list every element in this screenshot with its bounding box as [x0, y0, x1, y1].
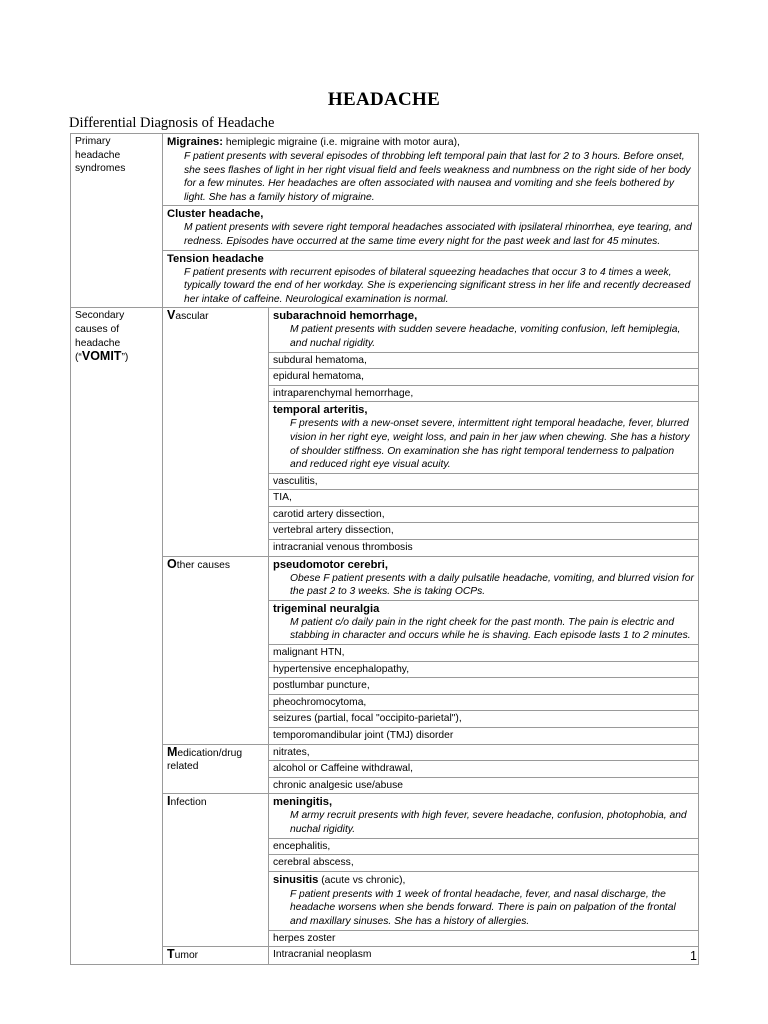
- list-item: malignant HTN,: [269, 645, 699, 662]
- table-row: [71, 134, 699, 206]
- trigeminal-cell: [269, 600, 699, 644]
- list-item: nitrates,: [269, 744, 699, 761]
- table-row: [71, 250, 699, 308]
- list-item: hypertensive encephalopathy,: [269, 661, 699, 678]
- other-causes-category: Other causes: [163, 556, 269, 744]
- list-item: encephalitis,: [269, 838, 699, 855]
- sah-cell: [269, 308, 699, 352]
- trigeminal-case: M patient c/o daily pain in the right cheek for the past month. The pain is electric and stabbing in character and occurs while he is shaving. Each episode lasts 1 to 2 minutes.: [290, 616, 691, 642]
- primary-label-cell: [71, 134, 163, 308]
- tumor-category: Tumor: [163, 947, 269, 965]
- meningitis-case: M army recruit presents with high fever, severe headache, confusion, photophobia, and nuchal rigidity.: [290, 810, 687, 835]
- migraines-detail: hemiplegic migraine (i.e. migraine with motor aura),: [222, 137, 460, 148]
- medication-category: Medication/drug related: [163, 744, 269, 794]
- list-item: epidural hematoma,: [269, 369, 699, 386]
- differential-diagnosis-table: [70, 133, 699, 965]
- table-row: [71, 556, 699, 600]
- list-item: TIA,: [269, 490, 699, 507]
- sinusitis-cell: [269, 871, 699, 930]
- sinusitis-heading: sinusitis: [273, 873, 319, 886]
- sah-heading: subarachnoid hemorrhage,: [273, 310, 418, 323]
- temporal-arteritis-heading: temporal arteritis,: [273, 404, 368, 417]
- table-row: [71, 794, 699, 838]
- meningitis-cell: [269, 794, 699, 838]
- list-item: alcohol or Caffeine withdrawal,: [269, 761, 699, 778]
- meningitis-heading: meningitis,: [273, 796, 333, 809]
- migraines-heading: Migraines:: [167, 136, 223, 148]
- tension-case: F patient presents with recurrent episodes of bilateral squeezing headaches that occur 3 to 4 times a week, typically toward the end of her workday. She is experiencing significant stress in her life and recently decreased her intake of caffeine. Neurological examination is normal.: [184, 266, 691, 305]
- list-item: postlumbar puncture,: [269, 678, 699, 695]
- infection-category: Infection: [163, 794, 269, 947]
- temporal-arteritis-case: F presents with a new-onset severe, intermittent right temporal headache, fever, blurred vision in her right eye, weight loss, and pain in her jaw when chewing. She has a history of shoulder stiffness. On examination she has right temporal tenderness to palpation and reduced right eye visual acuity.: [290, 418, 690, 471]
- cluster-case: M patient presents with severe right temporal headaches associated with ipsilateral rhinorrhea, eye tearing, and redness. Episodes have occurred at the same time every night for the past week and last for 45 minutes.: [184, 222, 692, 247]
- table-row: [71, 947, 699, 965]
- list-item: pheochromocytoma,: [269, 694, 699, 711]
- vomit-acronym: VOMIT: [81, 349, 122, 364]
- list-item: vasculitis,: [269, 473, 699, 490]
- pseudotumor-heading: pseudomotor cerebri,: [273, 558, 389, 571]
- list-item: subdural hematoma,: [269, 352, 699, 369]
- migraines-cell: [163, 134, 699, 206]
- section-heading: Differential Diagnosis of Headache: [69, 115, 275, 131]
- trigeminal-heading: trigeminal neuralgia: [273, 602, 380, 615]
- page-number: 1: [690, 949, 697, 963]
- list-item: vertebral artery dissection,: [269, 523, 699, 540]
- list-item: Intracranial neoplasm: [269, 947, 699, 965]
- vascular-category: Vascular: [163, 308, 269, 556]
- list-item: herpes zoster: [269, 930, 699, 947]
- sah-case: M patient presents with sudden severe headache, vomiting confusion, left hemiplegia, and nuchal rigidity.: [290, 324, 681, 349]
- tension-heading: Tension headache: [167, 252, 264, 265]
- sinusitis-case: F patient presents with 1 week of frontal headache, fever, and nasal discharge, the headache worsens when she bends forward. There is pain on palpation of the frontal and maxillary sinuses. She has a history of allergies.: [290, 888, 676, 927]
- list-item: temporomandibular joint (TMJ) disorder: [269, 728, 699, 745]
- list-item: intracranial venous thrombosis: [269, 540, 699, 557]
- temporal-arteritis-cell: [269, 402, 699, 473]
- list-item: chronic analgesic use/abuse: [269, 777, 699, 794]
- secondary-label-cell: [71, 308, 163, 964]
- pseudotumor-case: Obese F patient presents with a daily pulsatile headache, vomiting, and blurred vision for the past 2 to 3 weeks. She is taking OCPs.: [290, 572, 694, 598]
- primary-label: Primary headache syndromes: [75, 136, 126, 175]
- sinusitis-detail: (acute vs chronic),: [318, 874, 406, 886]
- list-item: cerebral abscess,: [269, 855, 699, 872]
- table-row: [71, 308, 699, 352]
- list-item: seizures (partial, focal "occipito-parietal"),: [269, 711, 699, 728]
- table-row: [71, 744, 699, 761]
- migraines-case: F patient presents with several episodes of throbbing left temporal pain that last for 2 to 3 hours. Before onset, she sees flashes of light in her right visual field and feels weakness and numbness on the right side of her body for a few minutes. Her headaches are often associated with nausea and vomiting and she feels bothered by light. She has a family history of migraine.: [184, 151, 691, 203]
- cluster-cell: [163, 206, 699, 250]
- table-row: [71, 206, 699, 250]
- list-item: carotid artery dissection,: [269, 506, 699, 523]
- pseudotumor-cell: [269, 556, 699, 600]
- page-title: HEADACHE: [327, 89, 441, 110]
- secondary-label: Secondary causes of headache (“VOMIT”): [75, 310, 129, 364]
- tension-cell: [163, 250, 699, 308]
- cluster-heading: Cluster headache,: [167, 208, 264, 221]
- list-item: intraparenchymal hemorrhage,: [269, 385, 699, 402]
